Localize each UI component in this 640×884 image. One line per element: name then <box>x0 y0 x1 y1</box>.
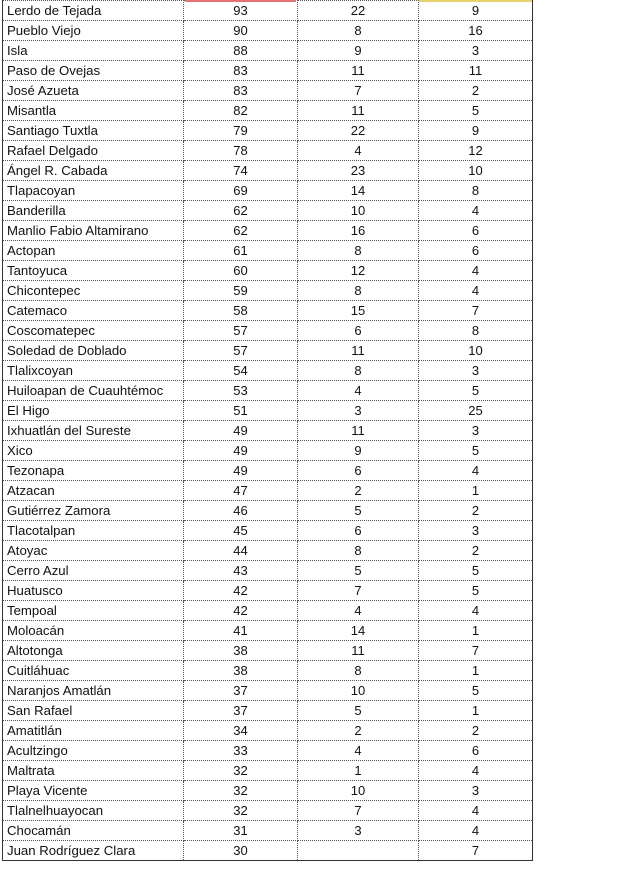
municipality-name-cell: Xico <box>3 441 184 461</box>
table-row <box>3 761 533 781</box>
table-row <box>3 61 533 81</box>
municipality-name-cell: Amatitlán <box>3 721 184 741</box>
value-col-2-cell: 23 <box>298 161 419 181</box>
value-col-1-cell: 69 <box>184 181 298 201</box>
value-col-3-cell: 4 <box>419 601 533 621</box>
value-col-3-cell: 3 <box>419 781 533 801</box>
value-col-2-cell: 7 <box>298 801 419 821</box>
value-col-1-cell: 83 <box>184 81 298 101</box>
value-col-1-cell: 42 <box>184 581 298 601</box>
table-row <box>3 581 533 601</box>
value-col-3-cell: 4 <box>419 201 533 221</box>
value-col-3-cell: 4 <box>419 261 533 281</box>
value-col-3-cell: 5 <box>419 561 533 581</box>
value-col-2-cell: 22 <box>298 121 419 141</box>
value-col-2-cell: 8 <box>298 281 419 301</box>
value-col-3-cell: 12 <box>419 141 533 161</box>
table-row <box>3 821 533 841</box>
value-col-2-cell: 3 <box>298 401 419 421</box>
value-col-1-cell: 88 <box>184 41 298 61</box>
value-col-2-cell: 4 <box>298 601 419 621</box>
municipality-name-cell: Tezonapa <box>3 461 184 481</box>
value-col-2-cell: 12 <box>298 261 419 281</box>
table-row <box>3 621 533 641</box>
value-col-1-cell: 58 <box>184 301 298 321</box>
table-body <box>3 1 533 861</box>
table-row <box>3 501 533 521</box>
table-row <box>3 261 533 281</box>
municipality-name-cell: Coscomatepec <box>3 321 184 341</box>
value-col-3-cell: 1 <box>419 621 533 641</box>
value-col-2-cell: 14 <box>298 181 419 201</box>
value-col-3-cell: 1 <box>419 701 533 721</box>
value-col-1-cell: 44 <box>184 541 298 561</box>
value-col-3-cell: 5 <box>419 581 533 601</box>
value-col-1-cell: 46 <box>184 501 298 521</box>
value-col-3-cell: 25 <box>419 401 533 421</box>
municipality-name-cell: Cerro Azul <box>3 561 184 581</box>
value-col-3-cell: 16 <box>419 21 533 41</box>
value-col-2-cell: 5 <box>298 561 419 581</box>
table-row <box>3 661 533 681</box>
value-col-3-cell: 4 <box>419 461 533 481</box>
value-col-1-cell: 49 <box>184 461 298 481</box>
table-row <box>3 301 533 321</box>
value-col-1-cell: 83 <box>184 61 298 81</box>
value-col-2-cell: 10 <box>298 201 419 221</box>
value-col-2-cell: 4 <box>298 741 419 761</box>
table-row <box>3 21 533 41</box>
municipality-name-cell: Tempoal <box>3 601 184 621</box>
value-col-1-cell: 61 <box>184 241 298 261</box>
value-col-3-cell: 7 <box>419 841 533 861</box>
value-col-1-cell: 74 <box>184 161 298 181</box>
value-col-3-cell: 5 <box>419 681 533 701</box>
municipality-name-cell: Catemaco <box>3 301 184 321</box>
value-col-1-cell: 90 <box>184 21 298 41</box>
table-row <box>3 701 533 721</box>
municipality-name-cell: Acultzingo <box>3 741 184 761</box>
municipality-name-cell: Playa Vicente <box>3 781 184 801</box>
value-col-3-cell: 6 <box>419 221 533 241</box>
municipality-name-cell: Atzacan <box>3 481 184 501</box>
table-row <box>3 281 533 301</box>
value-col-1-cell: 32 <box>184 781 298 801</box>
table-row <box>3 241 533 261</box>
municipality-name-cell: Tlapacoyan <box>3 181 184 201</box>
value-col-1-cell: 53 <box>184 381 298 401</box>
value-col-2-cell: 6 <box>298 461 419 481</box>
value-col-2-cell: 4 <box>298 381 419 401</box>
value-col-2-cell: 2 <box>298 481 419 501</box>
value-col-3-cell: 3 <box>419 421 533 441</box>
value-col-2-cell: 5 <box>298 701 419 721</box>
value-col-3-cell: 2 <box>419 501 533 521</box>
table-row <box>3 781 533 801</box>
column-highlight-red <box>185 0 296 2</box>
value-col-2-cell: 11 <box>298 421 419 441</box>
table-row <box>3 401 533 421</box>
table-row <box>3 121 533 141</box>
municipality-name-cell: Actopan <box>3 241 184 261</box>
data-table-sheet <box>2 0 532 861</box>
municipality-name-cell: Gutiérrez Zamora <box>3 501 184 521</box>
table-row <box>3 381 533 401</box>
value-col-3-cell: 4 <box>419 761 533 781</box>
value-col-2-cell: 14 <box>298 621 419 641</box>
value-col-1-cell: 51 <box>184 401 298 421</box>
value-col-1-cell: 38 <box>184 641 298 661</box>
value-col-3-cell: 4 <box>419 281 533 301</box>
municipality-name-cell: Tantoyuca <box>3 261 184 281</box>
value-col-3-cell: 8 <box>419 181 533 201</box>
value-col-2-cell: 8 <box>298 541 419 561</box>
municipality-name-cell: Juan Rodríguez Clara <box>3 841 184 861</box>
table-row <box>3 141 533 161</box>
municipality-name-cell: Ixhuatlán del Sureste <box>3 421 184 441</box>
value-col-2-cell: 8 <box>298 241 419 261</box>
table-row <box>3 161 533 181</box>
value-col-1-cell: 79 <box>184 121 298 141</box>
value-col-2-cell: 22 <box>298 1 419 21</box>
table-row <box>3 841 533 861</box>
value-col-2-cell: 7 <box>298 81 419 101</box>
table-row <box>3 41 533 61</box>
municipality-name-cell: Lerdo de Tejada <box>3 1 184 21</box>
table-row <box>3 461 533 481</box>
value-col-1-cell: 49 <box>184 441 298 461</box>
value-col-2-cell: 9 <box>298 41 419 61</box>
municipality-name-cell: Moloacán <box>3 621 184 641</box>
value-col-3-cell: 2 <box>419 541 533 561</box>
value-col-1-cell: 42 <box>184 601 298 621</box>
value-col-1-cell: 62 <box>184 201 298 221</box>
value-col-1-cell: 62 <box>184 221 298 241</box>
municipality-name-cell: Pueblo Viejo <box>3 21 184 41</box>
municipality-name-cell: Santiago Tuxtla <box>3 121 184 141</box>
municipality-name-cell: Atoyac <box>3 541 184 561</box>
value-col-2-cell: 6 <box>298 521 419 541</box>
table-row <box>3 641 533 661</box>
value-col-2-cell: 3 <box>298 821 419 841</box>
municipality-name-cell: El Higo <box>3 401 184 421</box>
value-col-1-cell: 43 <box>184 561 298 581</box>
value-col-2-cell: 8 <box>298 361 419 381</box>
municipality-name-cell: Naranjos Amatlán <box>3 681 184 701</box>
table-row <box>3 801 533 821</box>
value-col-2-cell <box>298 841 419 861</box>
value-col-1-cell: 32 <box>184 801 298 821</box>
value-col-2-cell: 15 <box>298 301 419 321</box>
table-row <box>3 441 533 461</box>
value-col-3-cell: 5 <box>419 101 533 121</box>
municipality-name-cell: Maltrata <box>3 761 184 781</box>
table-row <box>3 181 533 201</box>
municipality-name-cell: Rafael Delgado <box>3 141 184 161</box>
value-col-2-cell: 4 <box>298 141 419 161</box>
municipality-name-cell: Chocamán <box>3 821 184 841</box>
table-row <box>3 101 533 121</box>
value-col-2-cell: 8 <box>298 21 419 41</box>
municipality-name-cell: Altotonga <box>3 641 184 661</box>
table-row <box>3 341 533 361</box>
value-col-1-cell: 33 <box>184 741 298 761</box>
value-col-1-cell: 45 <box>184 521 298 541</box>
municipality-name-cell: Tlalixcoyan <box>3 361 184 381</box>
value-col-3-cell: 5 <box>419 381 533 401</box>
value-col-1-cell: 57 <box>184 341 298 361</box>
table-row <box>3 741 533 761</box>
value-col-3-cell: 9 <box>419 121 533 141</box>
table-row <box>3 421 533 441</box>
value-col-1-cell: 37 <box>184 681 298 701</box>
value-col-3-cell: 5 <box>419 441 533 461</box>
value-col-2-cell: 2 <box>298 721 419 741</box>
value-col-1-cell: 78 <box>184 141 298 161</box>
value-col-1-cell: 60 <box>184 261 298 281</box>
value-col-3-cell: 4 <box>419 801 533 821</box>
value-col-3-cell: 4 <box>419 821 533 841</box>
municipality-name-cell: Manlio Fabio Altamirano <box>3 221 184 241</box>
value-col-3-cell: 11 <box>419 61 533 81</box>
value-col-3-cell: 3 <box>419 41 533 61</box>
municipality-name-cell: Cuitláhuac <box>3 661 184 681</box>
value-col-1-cell: 57 <box>184 321 298 341</box>
value-col-2-cell: 7 <box>298 581 419 601</box>
value-col-3-cell: 10 <box>419 341 533 361</box>
municipality-name-cell: Isla <box>3 41 184 61</box>
value-col-1-cell: 37 <box>184 701 298 721</box>
table-row <box>3 681 533 701</box>
value-col-2-cell: 10 <box>298 781 419 801</box>
column-highlight-yellow <box>419 0 532 2</box>
municipality-table <box>2 0 533 861</box>
table-row <box>3 321 533 341</box>
value-col-3-cell: 1 <box>419 481 533 501</box>
municipality-name-cell: Tlalnelhuayocan <box>3 801 184 821</box>
table-row <box>3 721 533 741</box>
value-col-3-cell: 2 <box>419 81 533 101</box>
municipality-name-cell: Banderilla <box>3 201 184 221</box>
value-col-2-cell: 1 <box>298 761 419 781</box>
value-col-1-cell: 54 <box>184 361 298 381</box>
table-row <box>3 481 533 501</box>
table-row <box>3 561 533 581</box>
value-col-1-cell: 49 <box>184 421 298 441</box>
value-col-3-cell: 3 <box>419 361 533 381</box>
value-col-1-cell: 47 <box>184 481 298 501</box>
value-col-1-cell: 32 <box>184 761 298 781</box>
table-row <box>3 221 533 241</box>
value-col-3-cell: 9 <box>419 1 533 21</box>
value-col-1-cell: 82 <box>184 101 298 121</box>
value-col-3-cell: 6 <box>419 741 533 761</box>
value-col-2-cell: 16 <box>298 221 419 241</box>
value-col-2-cell: 5 <box>298 501 419 521</box>
municipality-name-cell: Huiloapan de Cuauhtémoc <box>3 381 184 401</box>
value-col-2-cell: 10 <box>298 681 419 701</box>
table-row <box>3 541 533 561</box>
value-col-1-cell: 34 <box>184 721 298 741</box>
municipality-name-cell: Misantla <box>3 101 184 121</box>
value-col-3-cell: 6 <box>419 241 533 261</box>
municipality-name-cell: Ángel R. Cabada <box>3 161 184 181</box>
value-col-1-cell: 93 <box>184 1 298 21</box>
value-col-3-cell: 10 <box>419 161 533 181</box>
table-row <box>3 1 533 21</box>
municipality-name-cell: San Rafael <box>3 701 184 721</box>
value-col-3-cell: 1 <box>419 661 533 681</box>
value-col-2-cell: 11 <box>298 101 419 121</box>
value-col-1-cell: 41 <box>184 621 298 641</box>
municipality-name-cell: Paso de Ovejas <box>3 61 184 81</box>
table-row <box>3 521 533 541</box>
value-col-3-cell: 7 <box>419 301 533 321</box>
value-col-1-cell: 30 <box>184 841 298 861</box>
value-col-3-cell: 3 <box>419 521 533 541</box>
value-col-3-cell: 8 <box>419 321 533 341</box>
value-col-2-cell: 9 <box>298 441 419 461</box>
municipality-name-cell: Tlacotalpan <box>3 521 184 541</box>
table-row <box>3 81 533 101</box>
municipality-name-cell: Huatusco <box>3 581 184 601</box>
value-col-1-cell: 38 <box>184 661 298 681</box>
municipality-name-cell: Chicontepec <box>3 281 184 301</box>
value-col-3-cell: 7 <box>419 641 533 661</box>
table-row <box>3 201 533 221</box>
value-col-3-cell: 2 <box>419 721 533 741</box>
value-col-1-cell: 59 <box>184 281 298 301</box>
value-col-2-cell: 11 <box>298 341 419 361</box>
municipality-name-cell: Soledad de Doblado <box>3 341 184 361</box>
value-col-2-cell: 11 <box>298 641 419 661</box>
municipality-name-cell: José Azueta <box>3 81 184 101</box>
table-row <box>3 361 533 381</box>
value-col-1-cell: 31 <box>184 821 298 841</box>
value-col-2-cell: 6 <box>298 321 419 341</box>
value-col-2-cell: 8 <box>298 661 419 681</box>
value-col-2-cell: 11 <box>298 61 419 81</box>
table-row <box>3 601 533 621</box>
